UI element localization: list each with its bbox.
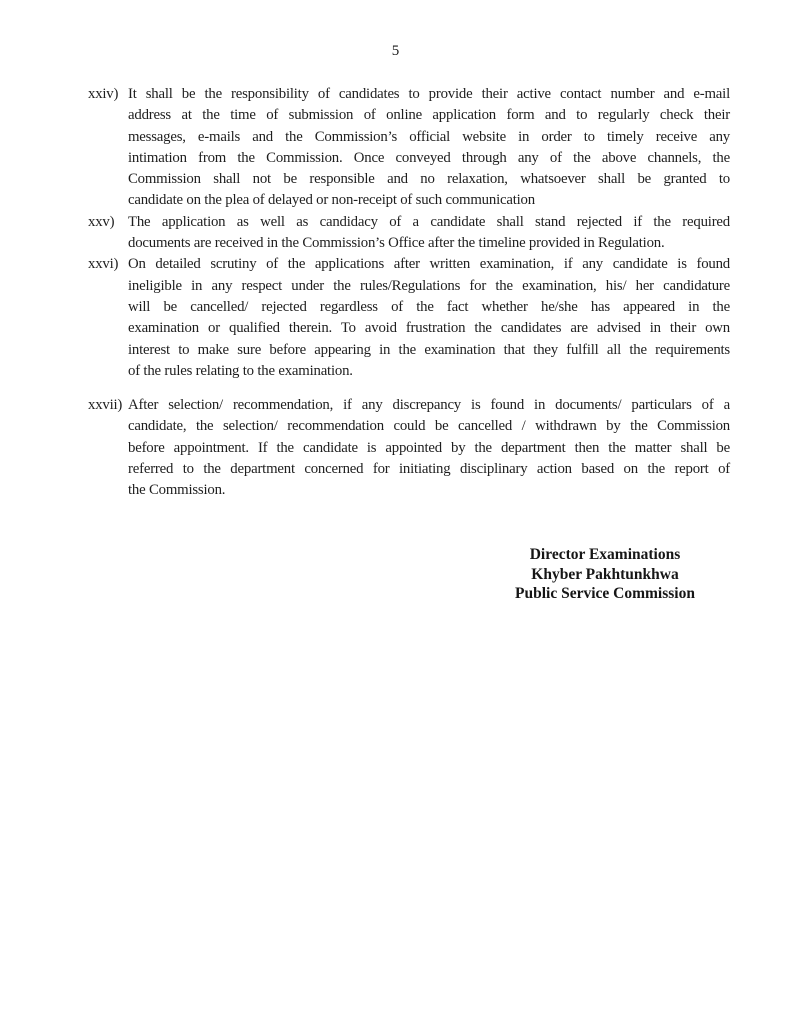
text-line: On detailed scrutiny of the applications after written examination, if any candidate is found bbox=[128, 256, 730, 273]
page-number: 5 bbox=[391, 43, 400, 59]
text-line: referred to the department concerned for initiating disciplinary action based on the report of bbox=[128, 461, 730, 478]
text-line: documents are received in the Commission’s Office after the timeline provided in Regulation. bbox=[128, 235, 665, 252]
text-line: candidate on the plea of delayed or non-receipt of such communication bbox=[128, 192, 535, 209]
list-item-label: xxvii) bbox=[88, 397, 123, 414]
list-item-label: xxiv) bbox=[88, 86, 119, 102]
text-line: will be cancelled/ rejected regardless of the fact whether he/she has appeared in the bbox=[128, 298, 730, 315]
list-item-xxv bbox=[88, 212, 730, 255]
signature-block bbox=[455, 545, 755, 604]
text-line: intimation from the Commission. Once conveyed through any of the above channels, the bbox=[128, 149, 730, 166]
list-item-text bbox=[128, 395, 730, 501]
text-line: interest to make sure before appearing in the examination that they fulfill all the requirements bbox=[128, 341, 730, 358]
text-line: Commission shall not be responsible and no relaxation, whatsoever shall be granted to bbox=[128, 171, 730, 188]
list-item-text bbox=[128, 254, 730, 382]
text-line: The application as well as candidacy of a candidate shall stand rejected if the required bbox=[128, 213, 730, 230]
text-line: the Commission. bbox=[128, 482, 226, 499]
signatory-title: Director Examinations bbox=[529, 546, 681, 563]
list-item-text bbox=[128, 212, 730, 255]
text-line: After selection/ recommendation, if any discrepancy is found in documents/ particulars of a bbox=[128, 397, 730, 414]
regulations-list bbox=[88, 84, 730, 502]
text-line: candidate, the selection/ recommendation could be cancelled / withdrawn by the Commission bbox=[128, 418, 730, 435]
text-line: ineligible in any respect under the rules/Regulations for the examination, his/ her candidature bbox=[128, 277, 730, 294]
signatory-org-line1: Khyber Pakhtunkhwa bbox=[531, 565, 679, 583]
text-line: examination or qualified therein. To avoid frustration the candidates are advised in their own bbox=[128, 320, 730, 337]
list-item-text bbox=[128, 84, 730, 212]
text-line: of the rules relating to the examination. bbox=[128, 362, 353, 379]
text-line: address at the time of submission of online application form and to regularly check their bbox=[128, 107, 730, 124]
list-item-xxiv bbox=[88, 84, 730, 212]
list-item-xxvii bbox=[88, 395, 730, 501]
list-item-xxvi bbox=[88, 254, 730, 382]
signatory-org-line2: Public Service Commission bbox=[515, 585, 695, 602]
list-item-label: xxv) bbox=[88, 213, 115, 230]
text-line: messages, e-mails and the Commission’s official website in order to timely receive any bbox=[128, 128, 730, 145]
text-line: It shall be the responsibility of candidates to provide their active contact number and e-mail bbox=[128, 86, 730, 102]
list-item-label: xxvi) bbox=[88, 256, 119, 273]
text-line: before appointment. If the candidate is appointed by the department then the matter shall be bbox=[128, 439, 730, 456]
